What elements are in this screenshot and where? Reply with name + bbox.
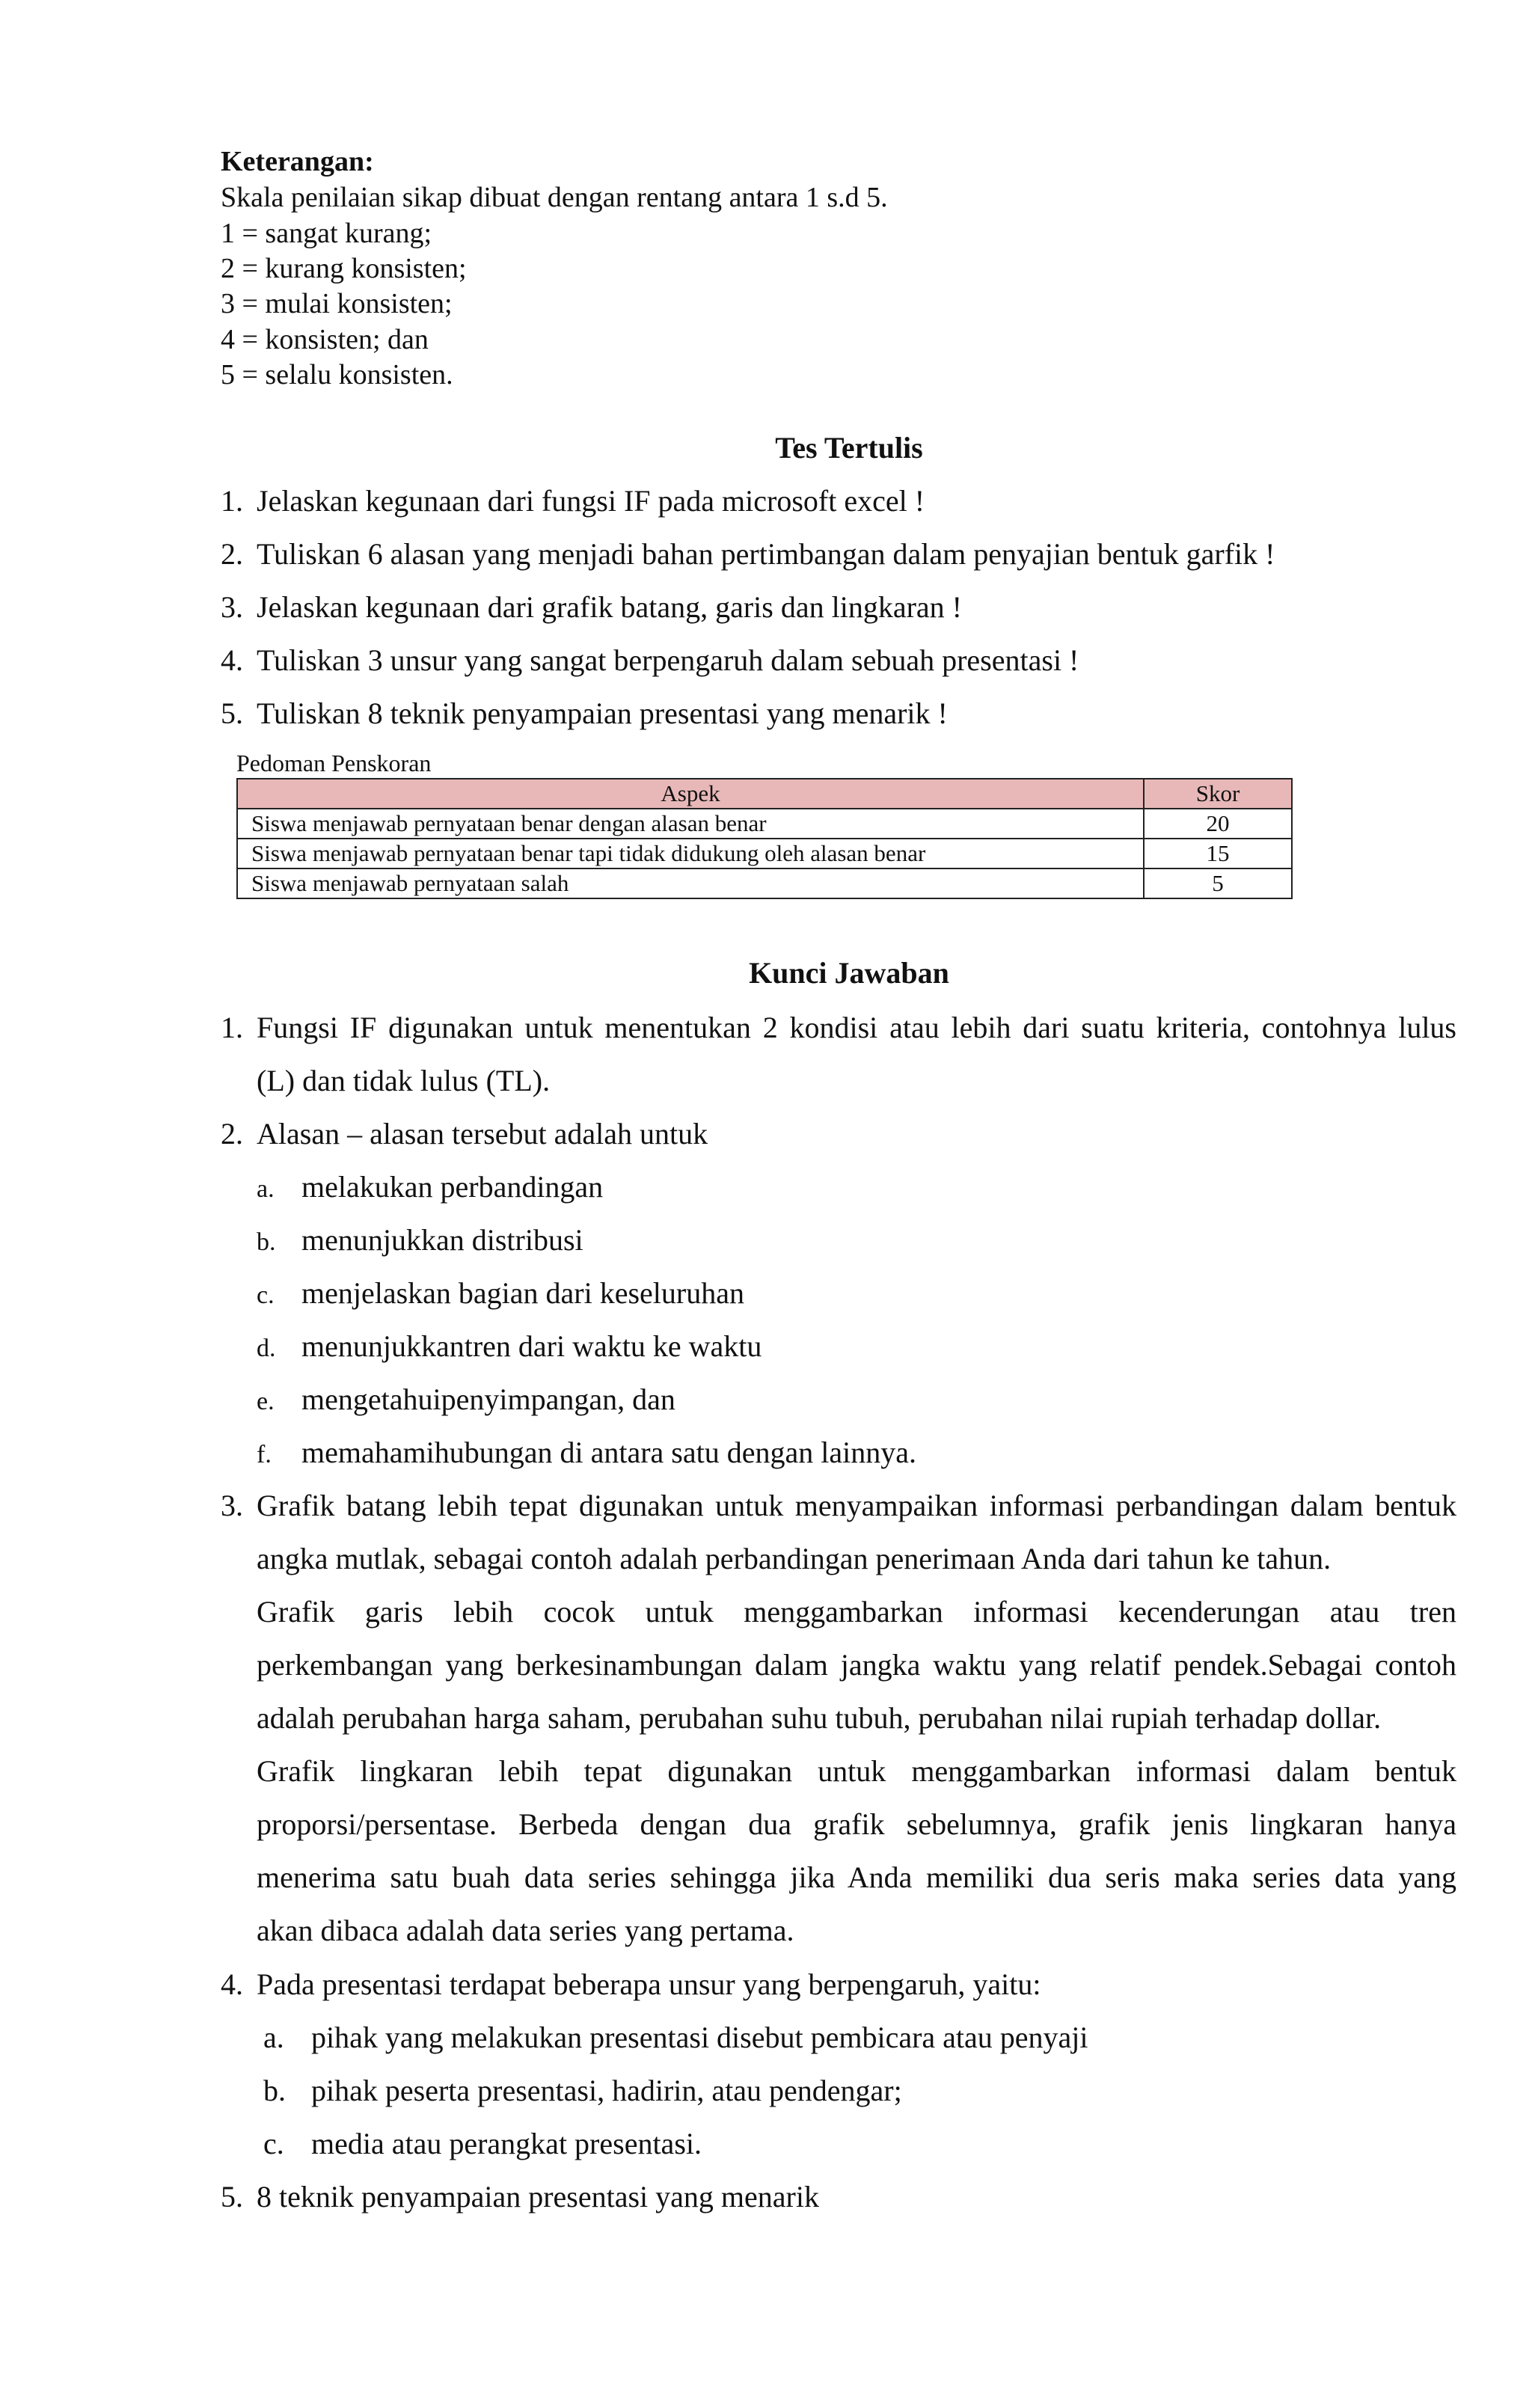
sub-letter: b. xyxy=(257,1228,276,1256)
answer-number: 5. xyxy=(221,2180,243,2214)
question-text: Jelaskan kegunaan dari fungsi IF pada microsoft excel ! xyxy=(257,484,925,518)
keterangan-intro: Skala penilaian sikap dibuat dengan rentang antara 1 s.d 5. xyxy=(221,182,888,213)
sub-item xyxy=(257,1275,744,1314)
answer-number: 1. xyxy=(221,1011,243,1044)
question-text: Tuliskan 8 teknik penyampaian presentasi yang menarik ! xyxy=(257,696,948,730)
answer-number: 2. xyxy=(221,1117,243,1151)
answer-text-line: angka mutlak, sebagai contoh adalah perbandingan penerimaan Anda dari tahun ke tahun. xyxy=(257,1542,1332,1575)
question-number: 4. xyxy=(221,643,243,677)
sub-item xyxy=(257,1381,675,1421)
sub-letter: a. xyxy=(257,1175,275,1203)
question-number: 2. xyxy=(221,537,243,571)
sub-letter: f. xyxy=(257,1441,272,1468)
scale-item: 5 = selalu konsisten. xyxy=(221,359,453,390)
scale-item: 1 = sangat kurang; xyxy=(221,218,432,249)
answer-text-line: Grafik lingkaran lebih tepat digunakan untuk menggambarkan informasi dalam bentuk xyxy=(257,1754,1456,1788)
sub-item xyxy=(257,1168,603,1208)
sub-item xyxy=(263,2072,902,2110)
question-text: Jelaskan kegunaan dari grafik batang, garis dan lingkaran ! xyxy=(257,590,962,624)
sub-text: mengetahuipenyimpangan, dan xyxy=(301,1382,675,1416)
answer-text-line: 8 teknik penyampaian presentasi yang menarik xyxy=(257,2180,819,2214)
scoring-table xyxy=(236,778,1293,899)
sub-text: melakukan perbandingan xyxy=(301,1170,604,1204)
answer-text-line: menerima satu buah data series sehingga jika Anda memiliki dua seris maka series data yang xyxy=(257,1860,1456,1894)
answer-5 xyxy=(221,2170,1456,2223)
answer-text-line: perkembangan yang berkesinambungan dalam jangka waktu yang relatif pendek.Sebagai contoh xyxy=(257,1648,1456,1682)
question-item xyxy=(221,589,962,626)
scale-item: 3 = mulai konsisten; xyxy=(221,288,453,319)
answer-text-line: adalah perubahan harga saham, perubahan suhu tubuh, perubahan nilai rupiah terhadap dollar. xyxy=(257,1701,1382,1735)
cell-skor: 15 xyxy=(1144,839,1292,868)
sub-item xyxy=(257,1434,916,1474)
sub-text: pihak yang melakukan presentasi disebut pembicara atau penyaji xyxy=(311,2021,1088,2054)
sub-item xyxy=(257,1222,583,1261)
question-item xyxy=(221,642,1079,679)
sub-item xyxy=(263,2019,1088,2056)
answer-number: 3. xyxy=(221,1489,243,1522)
sub-item xyxy=(263,2125,702,2163)
header-skor: Skor xyxy=(1144,779,1292,809)
question-item xyxy=(221,536,1275,573)
sub-letter: e. xyxy=(257,1388,275,1415)
answer-text-line: akan dibaca adalah data series yang pertama. xyxy=(257,1914,794,1947)
sub-letter: a. xyxy=(263,2021,284,2054)
answer-text-line: Fungsi IF digunakan untuk menentukan 2 kondisi atau lebih dari suatu kriteria, contohnya lulus xyxy=(257,1011,1456,1044)
sub-letter: b. xyxy=(263,2074,286,2107)
answer-text-line: Grafik garis lebih cocok untuk menggambarkan informasi kecenderungan atau tren xyxy=(257,1595,1456,1629)
answer-3 xyxy=(221,1479,1456,1958)
sub-item xyxy=(257,1328,762,1367)
cell-aspek: Siswa menjawab pernyataan benar tapi tidak didukung oleh alasan benar xyxy=(237,839,1144,868)
sub-text: media atau perangkat presentasi. xyxy=(311,2127,702,2160)
question-item xyxy=(221,695,948,732)
sub-letter: c. xyxy=(263,2127,284,2160)
table-row xyxy=(237,809,1292,839)
scale-item: 4 = konsisten; dan xyxy=(221,324,429,355)
question-number: 3. xyxy=(221,590,243,624)
sub-text: menunjukkantren dari waktu ke waktu xyxy=(301,1329,762,1363)
sub-text: memahamihubungan di antara satu dengan lainnya. xyxy=(301,1436,916,1469)
tes-tertulis-heading: Tes Tertulis xyxy=(775,431,923,465)
cell-aspek: Siswa menjawab pernyataan salah xyxy=(237,868,1144,898)
cell-skor: 20 xyxy=(1144,809,1292,839)
answer-1 xyxy=(221,1001,1456,1107)
pedoman-caption: Pedoman Penskoran xyxy=(236,750,432,776)
answer-text-line: Grafik batang lebih tepat digunakan untuk menyampaikan informasi perbandingan dalam bentuk xyxy=(257,1489,1456,1522)
kunci-jawaban-heading: Kunci Jawaban xyxy=(749,956,949,990)
table-row xyxy=(237,868,1292,898)
answer-text-line: proporsi/persentase. Berbeda dengan dua grafik sebelumnya, grafik jenis lingkaran hanya xyxy=(257,1807,1456,1841)
question-item xyxy=(221,482,925,520)
sub-letter: d. xyxy=(257,1335,276,1362)
question-number: 1. xyxy=(221,484,243,518)
sub-text: menunjukkan distribusi xyxy=(301,1223,583,1257)
header-aspek: Aspek xyxy=(237,779,1144,809)
answer-4 xyxy=(221,1958,1456,2011)
table-header-row xyxy=(237,779,1292,809)
sub-text: menjelaskan bagian dari keseluruhan xyxy=(301,1276,744,1310)
answer-2 xyxy=(221,1107,1456,1160)
answer-text-line: Alasan – alasan tersebut adalah untuk xyxy=(257,1117,708,1151)
question-number: 5. xyxy=(221,696,243,730)
scale-item: 2 = kurang konsisten; xyxy=(221,253,467,284)
cell-skor: 5 xyxy=(1144,868,1292,898)
answer-text-line: Pada presentasi terdapat beberapa unsur yang berpengaruh, yaitu: xyxy=(257,1967,1041,2001)
cell-aspek: Siswa menjawab pernyataan benar dengan alasan benar xyxy=(237,809,1144,839)
question-text: Tuliskan 6 alasan yang menjadi bahan pertimbangan dalam penyajian bentuk garfik ! xyxy=(257,537,1275,571)
table-row xyxy=(237,839,1292,868)
sub-text: pihak peserta presentasi, hadirin, atau pendengar; xyxy=(311,2074,902,2107)
answer-number: 4. xyxy=(221,1967,243,2001)
answer-text-line: (L) dan tidak lulus (TL). xyxy=(257,1064,551,1097)
question-text: Tuliskan 3 unsur yang sangat berpengaruh dalam sebuah presentasi ! xyxy=(257,643,1079,677)
keterangan-title: Keterangan: xyxy=(221,146,374,177)
sub-letter: c. xyxy=(257,1281,275,1309)
